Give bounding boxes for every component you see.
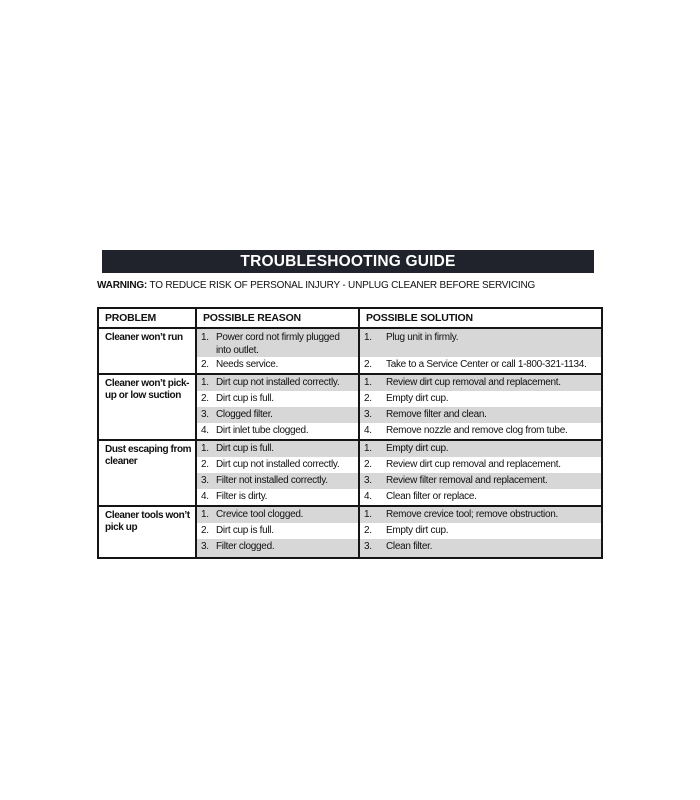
reason-text: Dirt cup is full.: [216, 393, 274, 404]
reason-text: Crevice tool clogged.: [216, 509, 304, 520]
warning-label: WARNING:: [97, 280, 148, 291]
item-number: 2.: [201, 393, 209, 404]
reason-item: [197, 441, 360, 457]
item-number: 4.: [364, 491, 372, 502]
item-number: 3.: [364, 475, 372, 486]
reason-item: [197, 473, 360, 489]
item-number: 1.: [364, 331, 372, 343]
solution-item: [360, 457, 601, 473]
item-number: 1.: [364, 509, 372, 520]
header-reason: POSSIBLE REASON: [197, 309, 360, 327]
item-number: 1.: [201, 331, 209, 343]
reason-item: [197, 391, 360, 407]
reason-item: [197, 457, 360, 473]
solution-item: [360, 507, 601, 523]
problem-cell: Cleaner tools won’t pick up: [99, 507, 197, 558]
item-number: 1.: [201, 443, 209, 454]
solution-text: Empty dirt cup.: [386, 393, 449, 404]
solution-text: Review dirt cup removal and replacement.: [386, 377, 561, 388]
item-number: 4.: [201, 491, 209, 502]
solution-item: [360, 357, 601, 373]
warning-line: [97, 280, 603, 291]
solution-text: Empty dirt cup.: [386, 525, 449, 536]
reason-text: Filter is dirty.: [216, 491, 268, 502]
item-number: 2.: [201, 459, 209, 470]
reason-text: Dirt cup not installed correctly.: [216, 377, 340, 388]
solution-text: Review dirt cup removal and replacement.: [386, 459, 561, 470]
table-header-row: [99, 309, 601, 327]
header-problem: PROBLEM: [99, 309, 197, 327]
reason-text: Dirt cup not installed correctly.: [216, 459, 340, 470]
item-number: 3.: [364, 541, 372, 552]
problem-cell: Dust escaping from cleaner: [99, 441, 197, 505]
solution-text: Take to a Service Center or call 1-800-321-1134.: [386, 359, 587, 370]
solution-item: [360, 407, 601, 423]
table-row: [99, 327, 601, 373]
reason-item: [197, 375, 360, 391]
solution-text: Clean filter.: [386, 541, 433, 552]
solution-item: [360, 441, 601, 457]
solution-item: [360, 489, 601, 505]
reason-text: Dirt cup is full.: [216, 443, 274, 454]
reason-text: Filter clogged.: [216, 541, 275, 552]
solution-item: [360, 329, 601, 357]
item-number: 2.: [364, 525, 372, 536]
solution-text: Empty dirt cup.: [386, 443, 449, 454]
solution-text: Remove crevice tool; remove obstruction.: [386, 509, 558, 520]
item-number: 1.: [364, 443, 372, 454]
solution-item: [360, 539, 601, 558]
item-number: 4.: [201, 425, 209, 436]
reason-item: [197, 357, 360, 373]
solution-item: [360, 523, 601, 539]
solution-text: Plug unit in firmly.: [386, 331, 459, 343]
solution-text: Clean filter or replace.: [386, 491, 477, 502]
reason-item: [197, 329, 360, 357]
item-number: 1.: [364, 377, 372, 388]
item-number: 2.: [201, 525, 209, 536]
solution-text: Review filter removal and replacement.: [386, 475, 548, 486]
reason-text: Power cord not firmly plugged into outlet.: [216, 331, 340, 356]
warning-text: TO REDUCE RISK OF PERSONAL INJURY - UNPLUG CLEANER BEFORE SERVICING: [149, 280, 536, 291]
solution-text: Remove filter and clean.: [386, 409, 487, 420]
solution-item: [360, 423, 601, 439]
solution-item: [360, 473, 601, 489]
reason-item: [197, 407, 360, 423]
page-title: TROUBLESHOOTING GUIDE: [240, 253, 456, 270]
reason-item: [197, 507, 360, 523]
title-bar: [102, 250, 594, 273]
reason-text: Dirt inlet tube clogged.: [216, 425, 309, 436]
problem-cell: Cleaner won’t run: [99, 329, 197, 373]
problem-cell: Cleaner won’t pick-up or low suction: [99, 375, 197, 439]
table-row: [99, 373, 601, 439]
reason-item: [197, 539, 360, 558]
item-number: 2.: [364, 359, 372, 370]
reason-item: [197, 523, 360, 539]
item-number: 3.: [201, 409, 209, 420]
header-solution: POSSIBLE SOLUTION: [360, 309, 601, 327]
item-number: 3.: [364, 409, 372, 420]
reason-text: Needs service.: [216, 359, 278, 370]
item-number: 4.: [364, 425, 372, 436]
reason-text: Dirt cup is full.: [216, 525, 274, 536]
reason-item: [197, 489, 360, 505]
reason-item: [197, 423, 360, 439]
table-row: [99, 505, 601, 558]
reason-text: Clogged filter.: [216, 409, 273, 420]
item-number: 1.: [201, 509, 209, 520]
item-number: 3.: [201, 475, 209, 486]
item-number: 2.: [201, 359, 209, 370]
troubleshooting-table: [97, 307, 603, 559]
item-number: 2.: [364, 393, 372, 404]
solution-text: Remove nozzle and remove clog from tube.: [386, 425, 568, 436]
table-row: [99, 439, 601, 505]
reason-text: Filter not installed correctly.: [216, 475, 328, 486]
solution-item: [360, 375, 601, 391]
solution-item: [360, 391, 601, 407]
item-number: 2.: [364, 459, 372, 470]
item-number: 1.: [201, 377, 209, 388]
item-number: 3.: [201, 541, 209, 552]
troubleshooting-section: [97, 250, 603, 559]
